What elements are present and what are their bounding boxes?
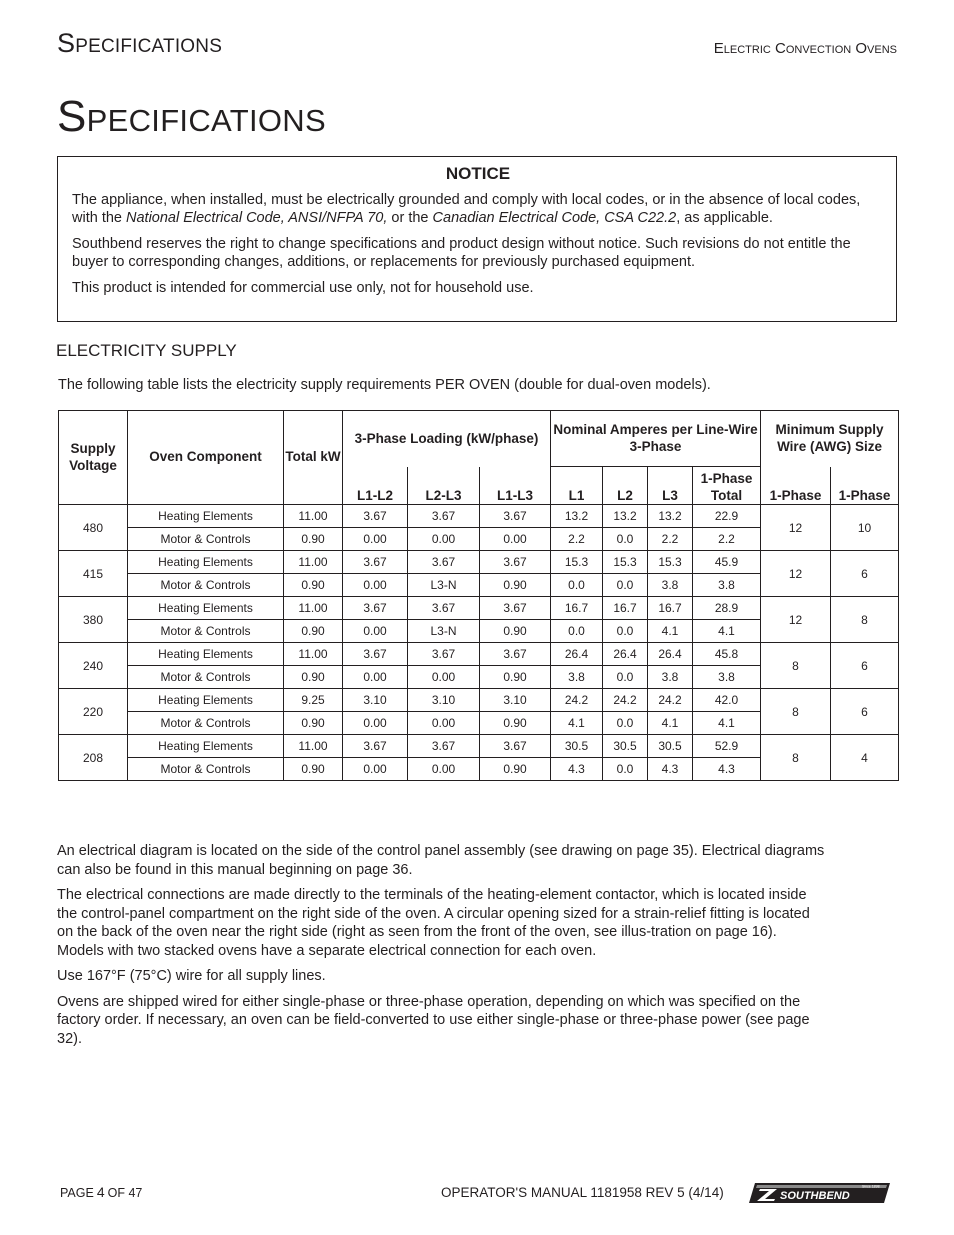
l2-l3-cell: 3.67 [408, 597, 480, 620]
total-kw-cell: 11.00 [284, 551, 343, 574]
component-cell: Heating Elements [128, 643, 284, 666]
running-header-title: Specifications [57, 28, 223, 58]
header-l3: L3 [648, 467, 693, 505]
component-cell: Motor & Controls [128, 528, 284, 551]
l1-amps-cell: 3.8 [551, 666, 603, 689]
l1-l2-cell: 3.67 [343, 551, 408, 574]
l2-l3-cell: 0.00 [408, 712, 480, 735]
l2-amps-cell: 24.2 [603, 689, 648, 712]
header-l1-l3: L1-L3 [480, 467, 551, 505]
l3-amps-cell: 4.1 [648, 620, 693, 643]
page-title: Specifications [57, 92, 326, 141]
component-cell: Heating Elements [128, 597, 284, 620]
header-l1-l2: L1-L2 [343, 467, 408, 505]
l2-l3-cell: 3.10 [408, 689, 480, 712]
notice-box [57, 156, 897, 322]
component-cell: Motor & Controls [128, 666, 284, 689]
header-wire-1-phase-a: 1-Phase [761, 467, 831, 505]
l3-amps-cell: 4.1 [648, 712, 693, 735]
l1-amps-cell: 26.4 [551, 643, 603, 666]
footer-page-value: 4 [96, 1184, 105, 1200]
l3-amps-cell: 2.2 [648, 528, 693, 551]
wire-size-cell: 8 [761, 643, 831, 689]
l3-amps-cell: 4.3 [648, 758, 693, 781]
l1-l2-cell: 0.00 [343, 666, 408, 689]
component-cell: Motor & Controls [128, 712, 284, 735]
wire-size-cell: 6 [831, 643, 899, 689]
header-wire-1-phase-b: 1-Phase [831, 467, 899, 505]
1-phase-total-cell: 4.1 [693, 620, 761, 643]
table-row [59, 643, 899, 666]
total-kw-cell: 11.00 [284, 505, 343, 528]
paragraph-phase-wiring: Ovens are shipped wired for either single-phase or three-phase operation, depending on which was specified on the factory order. If necessary, an oven can be field-converted to use either single-phase or three-phase power (see page 32). [57, 993, 810, 1047]
supply-voltage-cell: 220 [59, 689, 128, 735]
l2-l3-cell: L3-N [408, 620, 480, 643]
paragraph-connections: The electrical connections are made directly to the terminals of the heating-element contactor, which is located inside the control-panel compartment on the right side of the oven. A circular opening sized for a strain-relief fitting is located on the back of the oven near the right side (right as seen from the front of the oven, see illus-tration on page 16). Models with two stacked ovens have a separate electrical connection for each oven. [57, 887, 810, 959]
l3-amps-cell: 13.2 [648, 505, 693, 528]
l3-amps-cell: 16.7 [648, 597, 693, 620]
1-phase-total-cell: 4.1 [693, 712, 761, 735]
southbend-logo [746, 1182, 892, 1204]
body-text [57, 842, 827, 1055]
notice-text: The appliance, when installed, must be electrically grounded and comply with local codes, or in the absence of local codes, with the [72, 191, 861, 226]
l1-l2-cell: 0.00 [343, 574, 408, 597]
l1-l3-cell: 0.90 [480, 666, 551, 689]
l1-l3-cell: 0.90 [480, 758, 551, 781]
l1-l2-cell: 3.67 [343, 505, 408, 528]
total-kw-cell: 0.90 [284, 758, 343, 781]
l2-l3-cell: 3.67 [408, 505, 480, 528]
header-supply-voltage: Supply Voltage [59, 411, 128, 505]
header-oven-component: Oven Component [128, 411, 284, 505]
l2-l3-cell: 0.00 [408, 666, 480, 689]
l1-amps-cell: 13.2 [551, 505, 603, 528]
header-l1: L1 [551, 467, 603, 505]
l1-amps-cell: 4.3 [551, 758, 603, 781]
total-kw-cell: 11.00 [284, 643, 343, 666]
l2-amps-cell: 0.0 [603, 758, 648, 781]
header-l2-l3: L2-L3 [408, 467, 480, 505]
l2-l3-cell: 0.00 [408, 758, 480, 781]
l1-l2-cell: 0.00 [343, 712, 408, 735]
notice-title: NOTICE [445, 164, 511, 183]
section-heading: ELECTRICITY SUPPLY [56, 341, 237, 360]
supply-voltage-cell: 208 [59, 735, 128, 781]
wire-size-cell: 12 [761, 551, 831, 597]
l1-l3-cell: 3.67 [480, 597, 551, 620]
l2-l3-cell: 3.67 [408, 643, 480, 666]
supply-voltage-cell: 240 [59, 643, 128, 689]
header-l2: L2 [603, 467, 648, 505]
supply-voltage-cell: 415 [59, 551, 128, 597]
l1-amps-cell: 16.7 [551, 597, 603, 620]
table-row [59, 505, 899, 528]
l2-amps-cell: 15.3 [603, 551, 648, 574]
1-phase-total-cell: 45.9 [693, 551, 761, 574]
total-kw-cell: 0.90 [284, 712, 343, 735]
notice-paragraph-grounding [72, 191, 884, 228]
wire-size-cell: 12 [761, 505, 831, 551]
footer-page-number [60, 1184, 142, 1200]
1-phase-total-cell: 3.8 [693, 666, 761, 689]
running-header-product: Electric Convection Ovens [713, 40, 897, 57]
wire-size-cell: 8 [761, 735, 831, 781]
total-kw-cell: 0.90 [284, 574, 343, 597]
footer-page-label: PAGE [60, 1186, 94, 1200]
footer-manual-id: OPERATOR'S MANUAL 1181958 REV 5 (4/14) [441, 1185, 724, 1200]
component-cell: Motor & Controls [128, 574, 284, 597]
table-row [59, 551, 899, 574]
component-cell: Heating Elements [128, 551, 284, 574]
supply-voltage-cell: 380 [59, 597, 128, 643]
l1-l2-cell: 3.67 [343, 597, 408, 620]
l1-l3-cell: 0.90 [480, 574, 551, 597]
header-nominal-amperes-label: Nominal Amperes per Line-Wire [553, 422, 758, 437]
notice-paragraph-revisions: Southbend reserves the right to change specifications and product design without notice. Such revisions do not entitle the buyer to corresponding changes, additions, or replacements for previously purchased equipment. [72, 235, 851, 270]
wire-size-cell: 12 [761, 597, 831, 643]
notice-code-nec: National Electrical Code, ANSI/NFPA 70, [126, 210, 388, 226]
1-phase-total-cell: 45.8 [693, 643, 761, 666]
l1-l2-cell: 0.00 [343, 620, 408, 643]
1-phase-total-cell: 2.2 [693, 528, 761, 551]
l1-amps-cell: 4.1 [551, 712, 603, 735]
l2-l3-cell: L3-N [408, 574, 480, 597]
l2-amps-cell: 0.0 [603, 620, 648, 643]
l1-l2-cell: 3.67 [343, 735, 408, 758]
total-kw-cell: 0.90 [284, 528, 343, 551]
table-intro: The following table lists the electricity supply requirements PER OVEN (double for dual-oven models). [58, 377, 711, 393]
total-kw-cell: 11.00 [284, 735, 343, 758]
table-row [59, 735, 899, 758]
l3-amps-cell: 24.2 [648, 689, 693, 712]
logo-text: SOUTHBEND [780, 1190, 850, 1202]
header-3-phase-loading: 3-Phase Loading (kW/phase) [343, 411, 551, 467]
l3-amps-cell: 15.3 [648, 551, 693, 574]
l2-amps-cell: 30.5 [603, 735, 648, 758]
notice-text: , as applicable. [676, 210, 773, 226]
1-phase-total-cell: 52.9 [693, 735, 761, 758]
l1-l3-cell: 0.00 [480, 528, 551, 551]
l1-l2-cell: 3.10 [343, 689, 408, 712]
wire-size-cell: 6 [831, 689, 899, 735]
l1-amps-cell: 0.0 [551, 574, 603, 597]
wire-size-cell: 8 [831, 597, 899, 643]
l1-l2-cell: 3.67 [343, 643, 408, 666]
table-body [59, 505, 899, 781]
header-1-phase-total: 1-Phase Total [693, 467, 761, 505]
paragraph-diagram: An electrical diagram is located on the side of the control panel assembly (see drawing on page 35). Electrical diagrams can also be found in this manual beginning on page 36. [57, 843, 825, 878]
l2-amps-cell: 16.7 [603, 597, 648, 620]
l2-amps-cell: 26.4 [603, 643, 648, 666]
l1-l3-cell: 3.10 [480, 689, 551, 712]
wire-size-cell: 6 [831, 551, 899, 597]
total-kw-cell: 11.00 [284, 597, 343, 620]
l1-l3-cell: 0.90 [480, 620, 551, 643]
l2-l3-cell: 0.00 [408, 528, 480, 551]
wire-size-cell: 4 [831, 735, 899, 781]
l2-l3-cell: 3.67 [408, 551, 480, 574]
header-nominal-amperes-phase: 3-Phase [629, 438, 682, 454]
component-cell: Motor & Controls [128, 620, 284, 643]
l2-amps-cell: 0.0 [603, 574, 648, 597]
l2-amps-cell: 13.2 [603, 505, 648, 528]
header-min-supply-wire: Minimum Supply Wire (AWG) Size [761, 411, 899, 467]
l2-amps-cell: 0.0 [603, 528, 648, 551]
wire-size-cell: 10 [831, 505, 899, 551]
logo-since-text: Since 1898 [862, 1184, 880, 1189]
l1-amps-cell: 2.2 [551, 528, 603, 551]
component-cell: Heating Elements [128, 505, 284, 528]
1-phase-total-cell: 4.3 [693, 758, 761, 781]
l1-amps-cell: 24.2 [551, 689, 603, 712]
notice-paragraph-commercial: This product is intended for commercial use only, not for household use. [72, 279, 534, 296]
electricity-supply-table [58, 410, 899, 781]
header-nominal-amperes [551, 411, 761, 467]
l1-l3-cell: 3.67 [480, 643, 551, 666]
l2-l3-cell: 3.67 [408, 735, 480, 758]
table-row [59, 597, 899, 620]
l3-amps-cell: 3.8 [648, 574, 693, 597]
1-phase-total-cell: 22.9 [693, 505, 761, 528]
l1-amps-cell: 15.3 [551, 551, 603, 574]
l1-l3-cell: 3.67 [480, 735, 551, 758]
1-phase-total-cell: 28.9 [693, 597, 761, 620]
l1-l2-cell: 0.00 [343, 528, 408, 551]
total-kw-cell: 9.25 [284, 689, 343, 712]
l1-l3-cell: 3.67 [480, 505, 551, 528]
footer-page-total: OF 47 [107, 1186, 143, 1200]
total-kw-cell: 0.90 [284, 620, 343, 643]
supply-voltage-cell: 480 [59, 505, 128, 551]
l2-amps-cell: 0.0 [603, 666, 648, 689]
header-total-kw: Total kW [284, 411, 343, 505]
l1-l3-cell: 0.90 [480, 712, 551, 735]
l1-amps-cell: 0.0 [551, 620, 603, 643]
l1-amps-cell: 30.5 [551, 735, 603, 758]
table-row [59, 689, 899, 712]
total-kw-cell: 0.90 [284, 666, 343, 689]
wire-size-cell: 8 [761, 689, 831, 735]
paragraph-wire-rating: Use 167°F (75°C) wire for all supply lines. [57, 968, 326, 984]
l3-amps-cell: 30.5 [648, 735, 693, 758]
l1-l3-cell: 3.67 [480, 551, 551, 574]
l1-l2-cell: 0.00 [343, 758, 408, 781]
l3-amps-cell: 26.4 [648, 643, 693, 666]
1-phase-total-cell: 3.8 [693, 574, 761, 597]
notice-text: or the [387, 210, 433, 226]
component-cell: Motor & Controls [128, 758, 284, 781]
notice-code-csa: Canadian Electrical Code, CSA C22.2 [432, 210, 677, 226]
component-cell: Heating Elements [128, 689, 284, 712]
component-cell: Heating Elements [128, 735, 284, 758]
l2-amps-cell: 0.0 [603, 712, 648, 735]
l3-amps-cell: 3.8 [648, 666, 693, 689]
1-phase-total-cell: 42.0 [693, 689, 761, 712]
